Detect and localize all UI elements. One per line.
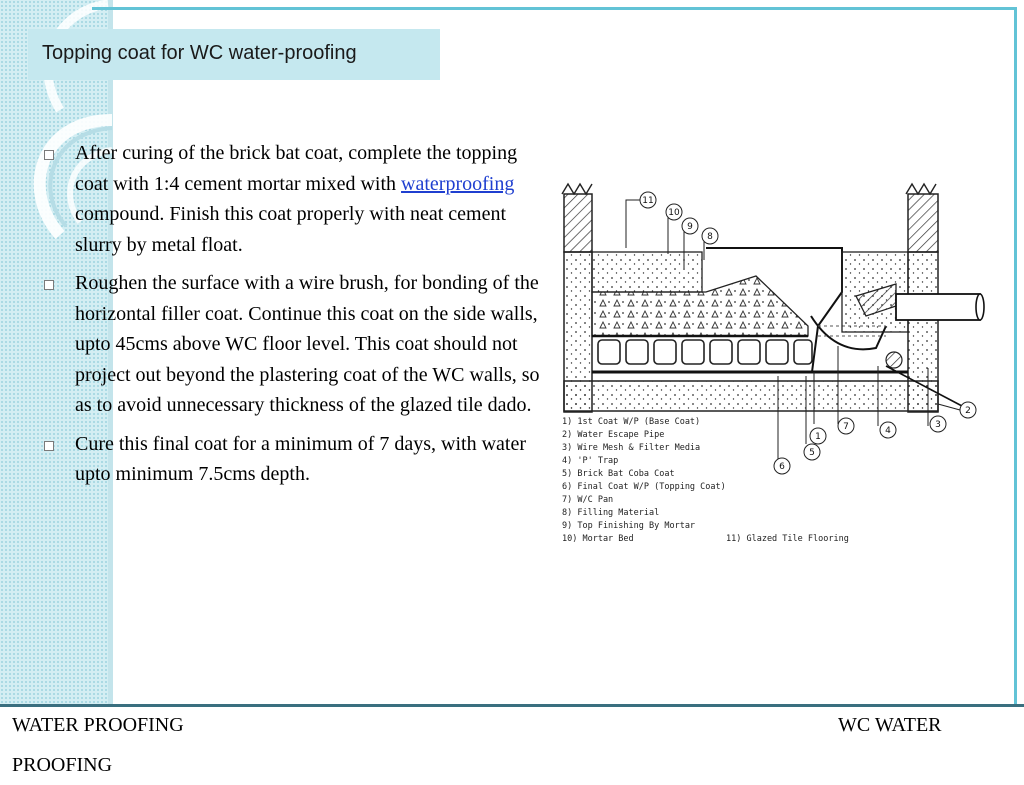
callout-1 [810, 428, 826, 444]
wire-mesh-filter [886, 352, 902, 368]
svg-text:2: 2 [965, 406, 971, 416]
legend-item-6: 6) Final Coat W/P (Topping Coat) [562, 482, 726, 492]
legend-item-9: 9) Top Finishing By Mortar [562, 521, 696, 531]
svg-text:9: 9 [687, 222, 693, 232]
legend-item-2: 2) Water Escape Pipe [562, 430, 665, 440]
footer-left-line-1: WATER PROOFING [12, 714, 184, 736]
callout-8 [702, 228, 718, 244]
bullet-box-icon [44, 150, 54, 160]
legend-item-3: 3) Wire Mesh & Filter Media [562, 443, 701, 453]
footer [0, 707, 1024, 776]
bullet-2-text: Roughen the surface with a wire brush, for bonding of the horizontal filler coat. Continue this coat on the side walls, upto 45cms above WC floor level. This coat should not project out beyond the plastering coat of the WC walls, so as to avoid unnecessary thickness of the glazed tile dado. [75, 272, 540, 416]
svg-text:6: 6 [779, 462, 785, 472]
legend-item-4: 4) 'P' Trap [562, 456, 619, 466]
svg-text:1: 1 [815, 432, 821, 442]
slide-title: Topping coat for WC water-proofing [42, 42, 357, 64]
waterproofing-link[interactable]: waterproofing [401, 172, 515, 195]
callout-9 [682, 218, 698, 234]
bullet-box-icon [44, 441, 54, 451]
svg-text:3: 3 [935, 420, 941, 430]
legend-item-10: 10) Mortar Bed [562, 534, 634, 544]
callout-2 [960, 402, 976, 418]
svg-text:10: 10 [668, 208, 680, 218]
legend-item-7: 7) W/C Pan [562, 495, 614, 505]
bullet-item-1 [44, 138, 552, 260]
title-box [28, 29, 440, 80]
svg-text:11: 11 [642, 196, 654, 206]
brick-bat-row [598, 340, 812, 364]
footer-left-line-2: PROOFING [12, 754, 113, 776]
top-mortar-layer [592, 252, 702, 292]
legend-item-5: 5) Brick Bat Coba Coat [562, 469, 675, 479]
footer-left-text [12, 705, 184, 785]
bullet-1-text-before: After curing of the brick bat coat, complete the topping coat with 1:4 cement mortar mixed with [75, 142, 518, 195]
footer-right-text: WC WATER [838, 714, 942, 736]
bullet-box-icon [44, 280, 54, 290]
callout-5 [804, 444, 820, 460]
callout-3 [930, 416, 946, 432]
svg-text:7: 7 [843, 422, 849, 432]
svg-text:4: 4 [885, 426, 891, 436]
legend-item-1: 1) 1st Coat W/P (Base Coat) [562, 417, 701, 427]
frame-top-line [92, 7, 1017, 10]
bullet-item-2 [44, 268, 552, 421]
legend-item-8: 8) Filling Material [562, 508, 660, 518]
bullet-1-text-after: compound. Finish this coat properly with neat cement slurry by metal float. [75, 203, 507, 256]
svg-text:5: 5 [809, 448, 815, 458]
bullet-3-text: Cure this final coat for a minimum of 7 days, with water upto minimum 7.5cms depth. [75, 432, 527, 485]
bullet-list [44, 138, 552, 498]
base-slab [564, 381, 938, 411]
left-wall [562, 184, 592, 412]
callout-4 [880, 422, 896, 438]
callout-11 [640, 192, 656, 208]
svg-text:8: 8 [707, 232, 713, 242]
wc-waterproofing-cross-section-diagram [556, 176, 986, 551]
callout-7 [838, 418, 854, 434]
legend-item-11: 11) Glazed Tile Flooring [726, 534, 849, 544]
frame-right-line [1014, 7, 1017, 707]
callout-6 [774, 458, 790, 474]
bullet-item-3 [44, 429, 552, 490]
callout-10 [666, 204, 682, 220]
